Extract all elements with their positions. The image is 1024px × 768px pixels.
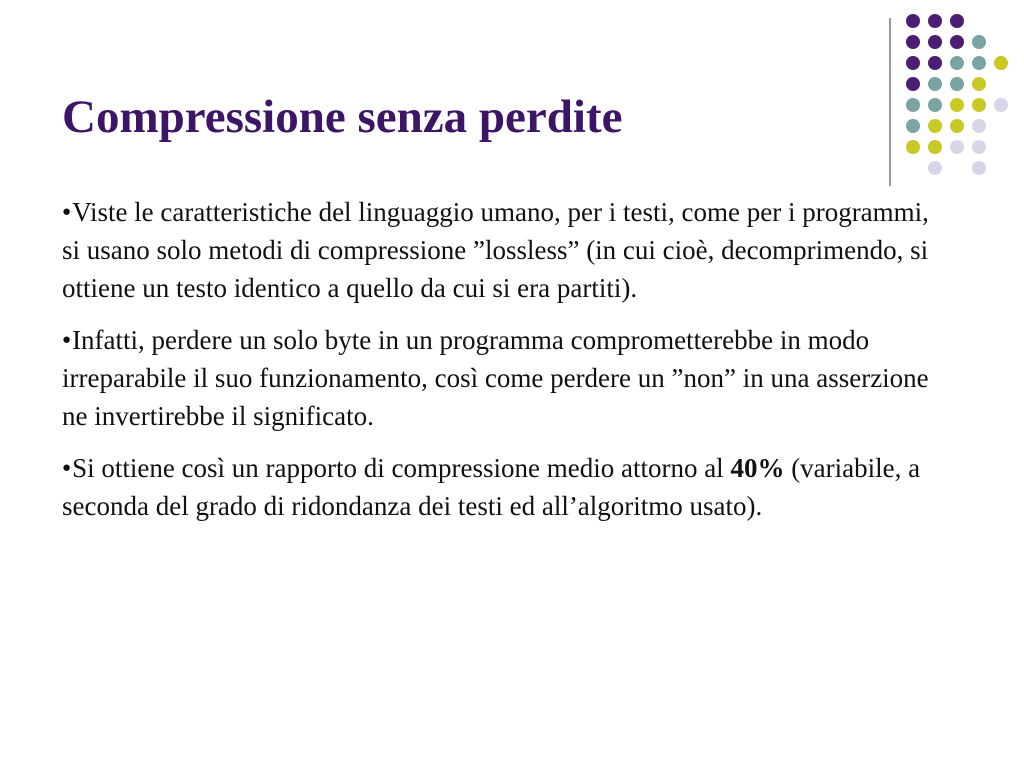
- decorative-dot: [928, 161, 942, 175]
- decorative-dot: [972, 98, 986, 112]
- decorative-dot: [928, 140, 942, 154]
- decorative-dot: [972, 161, 986, 175]
- decorative-dot: [906, 119, 920, 133]
- decorative-dot: [906, 77, 920, 91]
- decorative-dot: [928, 119, 942, 133]
- decorative-dot: [950, 140, 964, 154]
- decorative-dot: [928, 14, 942, 28]
- compression-percentage: 40%: [730, 453, 785, 483]
- decorative-dot: [972, 77, 986, 91]
- decorative-dot: [906, 98, 920, 112]
- slide-content: [62, 193, 952, 539]
- decorative-dot: [950, 98, 964, 112]
- decorative-dot: [994, 56, 1008, 70]
- decorative-dot: [972, 140, 986, 154]
- decorative-dot: [950, 56, 964, 70]
- slide-title: Compressione senza perdite: [62, 91, 623, 143]
- decorative-dot: [972, 56, 986, 70]
- decorative-dot: [950, 35, 964, 49]
- decorative-dot: [906, 35, 920, 49]
- dot-grid-icon: [906, 14, 1010, 164]
- bullet-icon: ●: [62, 460, 72, 476]
- decorative-dot: [906, 140, 920, 154]
- decorative-dot: [928, 35, 942, 49]
- decorative-dot: [906, 14, 920, 28]
- decorative-dot: [928, 56, 942, 70]
- decorative-dot: [950, 77, 964, 91]
- decorative-dot: [994, 98, 1008, 112]
- decorative-dot: [928, 98, 942, 112]
- paragraph-3: [62, 449, 952, 525]
- bullet-icon: ●: [62, 204, 72, 220]
- decorative-dot: [950, 119, 964, 133]
- decorative-dot: [928, 77, 942, 91]
- paragraph-text-after: (variabile, a seconda del grado di ridondanza dei testi ed all’algoritmo usato).: [62, 453, 921, 521]
- paragraph-2: [62, 321, 952, 435]
- decorative-dot: [972, 119, 986, 133]
- bullet-icon: ●: [62, 332, 72, 348]
- paragraph-text-before: Si ottiene così un rapporto di compressione medio attorno al: [72, 453, 731, 483]
- decorative-dot: [972, 35, 986, 49]
- paragraph-1: [62, 193, 952, 307]
- paragraph-text: Viste le caratteristiche del linguaggio umano, per i testi, come per i programmi, si usano solo metodi di compressione ”lossless” (in cui cioè, decomprimendo, si ottiene un testo identico a quello da cui si era partiti).: [62, 197, 929, 303]
- title-divider: [889, 18, 891, 186]
- paragraph-text: Infatti, perdere un solo byte in un programma comprometterebbe in modo irreparabile il suo funzionamento, così come perdere un ”non” in una asserzione ne invertirebbe il significato.: [62, 325, 929, 431]
- decorative-dot: [906, 56, 920, 70]
- decorative-dot: [950, 14, 964, 28]
